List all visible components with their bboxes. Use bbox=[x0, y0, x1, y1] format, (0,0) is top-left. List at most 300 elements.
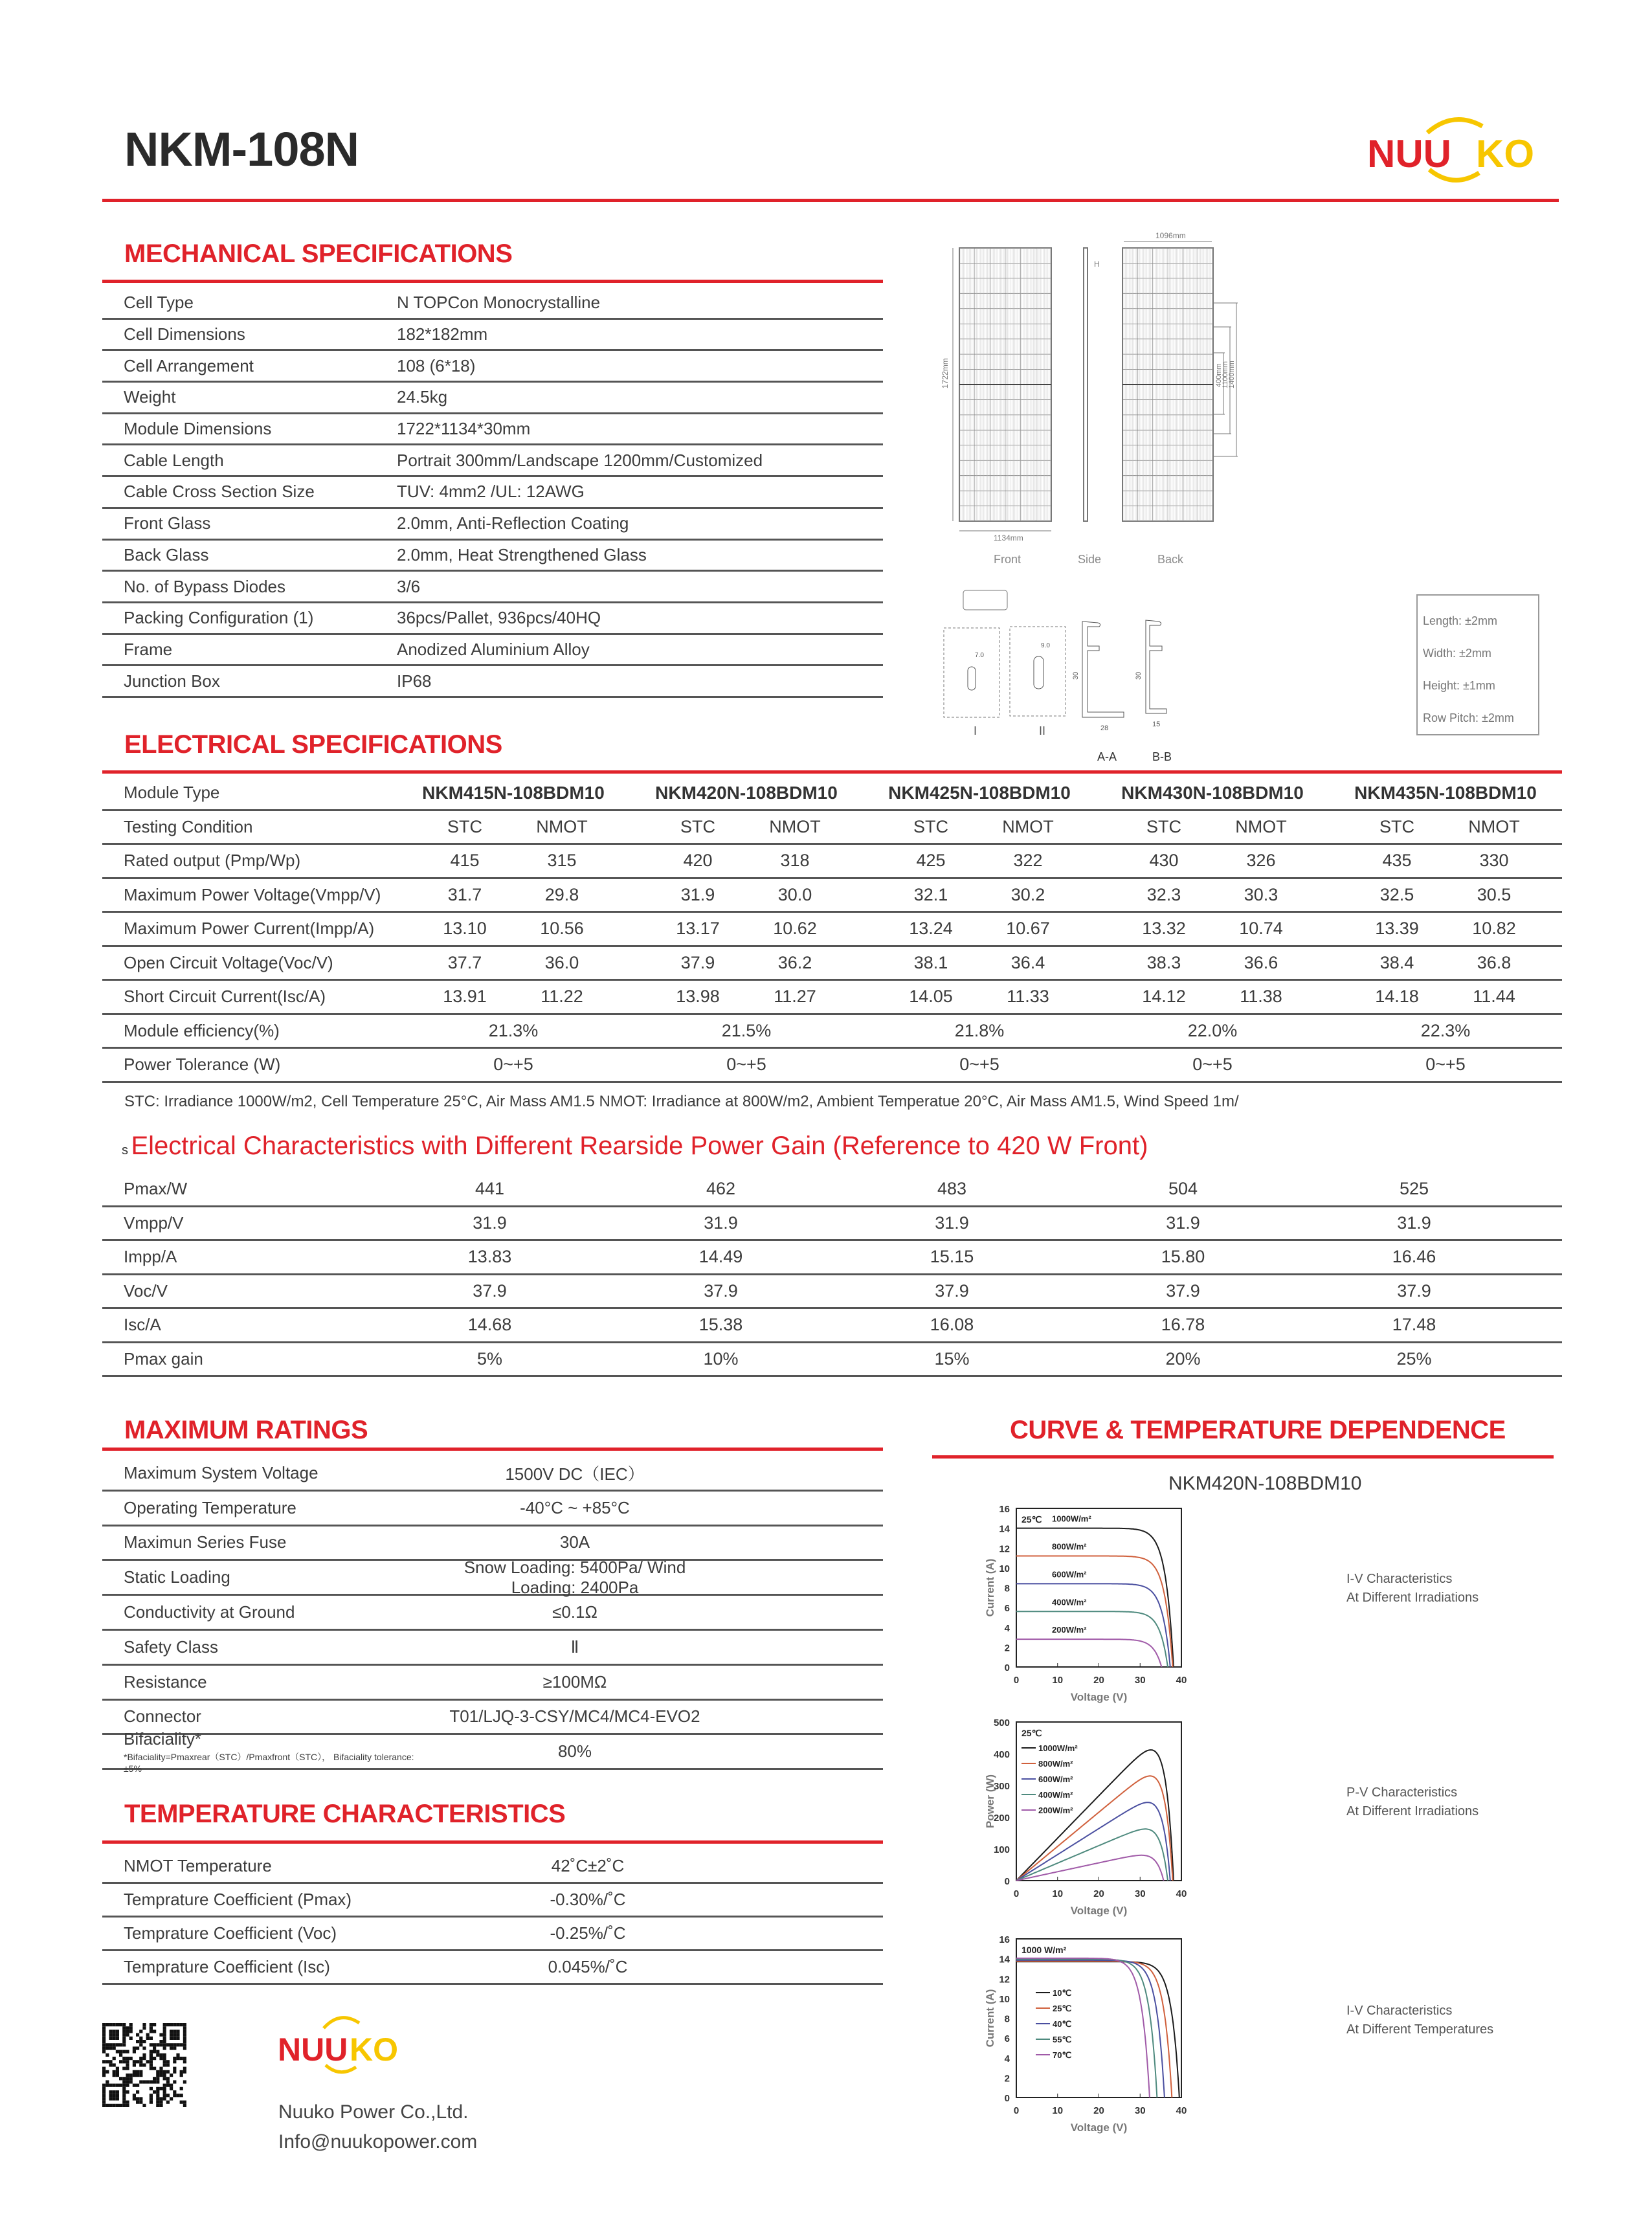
mechanical-row bbox=[102, 635, 883, 667]
value-group bbox=[863, 987, 1096, 1007]
bifacial-value: 15% bbox=[934, 1348, 970, 1369]
bifacial-value: 31.9 bbox=[935, 1213, 969, 1233]
spec-value: 1722*1134*30mm bbox=[397, 419, 531, 439]
tolerance-box bbox=[1416, 594, 1539, 735]
spec-value: 3/6 bbox=[397, 576, 421, 596]
page-title: NKM-108N bbox=[124, 122, 359, 176]
x-tick-label: 30 bbox=[1134, 1675, 1146, 1686]
front-height-dim: 1722mm bbox=[941, 358, 950, 388]
x-tick-label: 30 bbox=[1134, 1888, 1146, 1899]
mechanical-row bbox=[102, 351, 883, 383]
spec-value: Anodized Aluminium Alloy bbox=[397, 639, 590, 659]
stc-value: 425 bbox=[916, 851, 946, 871]
temperature-row bbox=[102, 1918, 883, 1951]
bifacial-value: 5% bbox=[476, 1348, 503, 1369]
temperature-label: Temprature Coefficient (Pmax) bbox=[124, 1890, 352, 1909]
detail-ii-label: II bbox=[1039, 724, 1046, 737]
dim-1400: 1400mm bbox=[1228, 361, 1236, 388]
value-group bbox=[630, 953, 863, 973]
tolerance-value: 0~+5 bbox=[493, 1055, 533, 1075]
max-ratings-title: MAXIMUM RATINGS bbox=[124, 1416, 368, 1444]
y-tick-label: 8 bbox=[1004, 1583, 1010, 1594]
tolerance-length: Length: ±2mm bbox=[1423, 614, 1497, 627]
chart1-caption-line2: At Different Irradiations bbox=[1346, 1804, 1479, 1818]
value-group bbox=[863, 919, 1096, 939]
stc-value: 13.24 bbox=[909, 919, 953, 939]
spec-value: TUV: 4mm2 /UL: 12AWG bbox=[397, 482, 585, 502]
temperature-label: Temprature Coefficient (Voc) bbox=[124, 1923, 337, 1943]
nmot-value: 36.2 bbox=[777, 952, 812, 972]
bifacial-value: 441 bbox=[474, 1179, 505, 1199]
tolerance-width: Width: ±2mm bbox=[1423, 647, 1491, 660]
x-tick-label: 0 bbox=[1013, 1888, 1020, 1899]
mechanical-row bbox=[102, 572, 883, 603]
stc-value: 31.9 bbox=[680, 884, 715, 904]
value-group bbox=[1096, 885, 1329, 905]
stc-value: 32.5 bbox=[1379, 884, 1414, 904]
value-group bbox=[1329, 885, 1562, 905]
rating-row bbox=[102, 1492, 883, 1526]
value-group bbox=[1329, 953, 1562, 973]
bb-width: 15 bbox=[1152, 721, 1161, 728]
x-tick-label: 40 bbox=[1176, 2105, 1187, 2116]
stc-value: 13.17 bbox=[676, 919, 720, 939]
curves-title: CURVE & TEMPERATURE DEPENDENCE bbox=[1010, 1416, 1506, 1444]
mechanical-row bbox=[102, 509, 883, 541]
electrical-row bbox=[102, 879, 1562, 913]
module-drawing bbox=[932, 220, 1579, 583]
value-group bbox=[1096, 987, 1329, 1007]
temperature-value: -0.25%/˚C bbox=[550, 1923, 626, 1943]
stc-value: 14.12 bbox=[1142, 987, 1186, 1007]
aa-height: 30 bbox=[1072, 671, 1080, 680]
efficiency-value: 21.5% bbox=[721, 1020, 772, 1040]
series-line bbox=[1016, 1958, 1150, 2097]
logo-arc-top-icon bbox=[1427, 120, 1482, 133]
condition-nmot: NMOT bbox=[769, 816, 821, 836]
y-tick-label: 300 bbox=[993, 1781, 1010, 1792]
legend-label: 10℃ bbox=[1053, 1988, 1072, 1998]
front-label: Front bbox=[994, 553, 1021, 566]
spec-value: Portrait 300mm/Landscape 1200mm/Customized bbox=[397, 450, 763, 470]
electrical-label: Short Circuit Current(Isc/A) bbox=[124, 987, 326, 1007]
model-name: NKM430N-108BDM10 bbox=[1121, 782, 1304, 803]
efficiency-value: 22.0% bbox=[1187, 1020, 1238, 1040]
legend-label: 40℃ bbox=[1053, 2019, 1072, 2029]
testing-condition-label: Testing Condition bbox=[124, 816, 253, 836]
dim-400: 400mm bbox=[1215, 363, 1223, 387]
max-ratings-divider bbox=[102, 1448, 883, 1451]
electrical-table bbox=[102, 777, 1562, 1083]
electrical-label: Maximum Power Current(Impp/A) bbox=[124, 919, 375, 939]
tolerance-value: 0~+5 bbox=[959, 1055, 999, 1075]
value-group bbox=[397, 1055, 630, 1075]
bifacial-title: Electrical Characteristics with Different Rearside Power Gain (Reference to 420 W Front) bbox=[131, 1132, 1148, 1160]
aa-width: 28 bbox=[1100, 724, 1109, 732]
y-tick-label: 6 bbox=[1004, 2033, 1010, 2045]
condition-group bbox=[397, 817, 630, 837]
rating-value: 1500V DC（IEC） bbox=[505, 1464, 645, 1484]
footer-logo-red: NUU bbox=[278, 2031, 348, 2068]
legend-label: 1000W/m² bbox=[1038, 1743, 1078, 1753]
bifacial-label: Impp/A bbox=[124, 1247, 177, 1267]
bifacial-value: 14.68 bbox=[467, 1315, 512, 1335]
rating-row bbox=[102, 1666, 883, 1701]
curves-divider bbox=[932, 1455, 1554, 1459]
nmot-value: 322 bbox=[1013, 851, 1043, 871]
mechanical-row bbox=[102, 541, 883, 572]
spec-label: Cell Dimensions bbox=[124, 324, 245, 344]
model-name: NKM425N-108BDM10 bbox=[888, 782, 1071, 803]
value-group bbox=[630, 1055, 863, 1075]
dim-1100: 1100mm bbox=[1222, 361, 1229, 388]
value-group bbox=[630, 885, 863, 905]
series-label: 1000W/m² bbox=[1052, 1514, 1091, 1524]
bifacial-value: 15.38 bbox=[698, 1315, 743, 1335]
efficiency-value: 21.3% bbox=[488, 1020, 539, 1040]
model-header bbox=[1329, 783, 1562, 803]
nmot-value: 30.5 bbox=[1477, 884, 1512, 904]
bifacial-value: 16.46 bbox=[1392, 1247, 1436, 1267]
value-group bbox=[397, 885, 630, 905]
electrical-row bbox=[102, 913, 1562, 947]
y-axis-label: Power (W) bbox=[984, 1774, 996, 1829]
frame-details bbox=[932, 576, 1424, 764]
bifacial-value: 20% bbox=[1165, 1348, 1201, 1369]
module-type-label: Module Type bbox=[124, 783, 220, 803]
temperature-value: 42˚C±2˚C bbox=[551, 1856, 625, 1875]
value-group bbox=[1329, 1021, 1562, 1041]
nmot-value: 29.8 bbox=[544, 884, 579, 904]
header-divider bbox=[102, 199, 1559, 202]
detail-i-label: I bbox=[974, 724, 977, 737]
condition-stc: STC bbox=[1146, 816, 1181, 836]
spec-value: 24.5kg bbox=[397, 387, 448, 407]
series-label: 200W/m² bbox=[1052, 1625, 1087, 1635]
model-name: NKM435N-108BDM10 bbox=[1354, 782, 1537, 803]
nmot-value: 10.67 bbox=[1006, 919, 1050, 939]
nmot-value: 36.0 bbox=[544, 952, 579, 972]
bifacial-value: 504 bbox=[1168, 1179, 1198, 1199]
chart2-caption-line2: At Different Temperatures bbox=[1346, 2022, 1494, 2037]
value-group bbox=[397, 1021, 630, 1041]
stc-value: 32.3 bbox=[1146, 884, 1181, 904]
side-view bbox=[1084, 248, 1088, 521]
model-header bbox=[397, 783, 630, 803]
stc-value: 420 bbox=[683, 851, 713, 871]
legend-label: 25℃ bbox=[1053, 2004, 1072, 2013]
value-group bbox=[863, 1055, 1096, 1075]
bifacial-value: 15.15 bbox=[930, 1247, 974, 1267]
series-label: 600W/m² bbox=[1052, 1569, 1087, 1580]
y-tick-label: 0 bbox=[1004, 1876, 1010, 1887]
side-label: Side bbox=[1078, 553, 1102, 566]
mechanical-divider bbox=[102, 280, 883, 283]
x-tick-label: 0 bbox=[1013, 2105, 1020, 2116]
spec-label: Frame bbox=[124, 639, 173, 659]
tolerance-height: Height: ±1mm bbox=[1423, 679, 1495, 692]
bifacial-value: 37.9 bbox=[935, 1280, 969, 1301]
spec-value: N TOPCon Monocrystalline bbox=[397, 293, 601, 313]
value-group bbox=[630, 1021, 863, 1041]
plot-frame bbox=[1016, 1508, 1181, 1667]
stc-value: 13.32 bbox=[1142, 919, 1186, 939]
condition-nmot: NMOT bbox=[1468, 816, 1520, 836]
spec-label: Cable Length bbox=[124, 450, 224, 470]
value-group bbox=[397, 919, 630, 939]
x-axis-label: Voltage (V) bbox=[1070, 1905, 1128, 1917]
nmot-value: 36.6 bbox=[1244, 952, 1278, 972]
bifacial-row bbox=[102, 1207, 1562, 1242]
stc-value: 13.10 bbox=[443, 919, 487, 939]
bifacial-row bbox=[102, 1309, 1562, 1343]
y-tick-label: 8 bbox=[1004, 2013, 1010, 2025]
nmot-value: 11.44 bbox=[1473, 987, 1515, 1007]
temperature-label: NMOT Temperature bbox=[124, 1856, 272, 1875]
mechanical-row bbox=[102, 603, 883, 635]
bifacial-value: 17.48 bbox=[1392, 1315, 1436, 1335]
stc-value: 430 bbox=[1149, 851, 1179, 871]
bifacial-value: 13.83 bbox=[467, 1247, 512, 1267]
spec-value: 108 (6*18) bbox=[397, 355, 476, 375]
nmot-value: 330 bbox=[1479, 851, 1509, 871]
model-header bbox=[1096, 783, 1329, 803]
value-group bbox=[863, 851, 1096, 871]
chart1-caption-line1: P-V Characteristics bbox=[1346, 1785, 1458, 1800]
value-group bbox=[397, 851, 630, 871]
back-width-dim: 1096mm bbox=[1155, 231, 1186, 240]
chart1-caption bbox=[1346, 1783, 1479, 1821]
section-bb-label: B-B bbox=[1152, 750, 1172, 763]
electrical-divider bbox=[102, 770, 1562, 774]
temperature-row bbox=[102, 1951, 883, 1985]
stc-value: 37.7 bbox=[447, 952, 482, 972]
mechanical-row bbox=[102, 477, 883, 509]
value-group bbox=[1096, 1055, 1329, 1075]
mechanical-row bbox=[102, 383, 883, 414]
bifacial-value: 15.80 bbox=[1161, 1247, 1205, 1267]
series-line bbox=[1016, 1639, 1161, 1667]
company-email[interactable]: Info@nuukopower.com bbox=[278, 2131, 478, 2152]
rating-label: Conductivity at Ground bbox=[124, 1602, 295, 1622]
spec-label: No. of Bypass Diodes bbox=[124, 576, 286, 596]
bifacial-value: 31.9 bbox=[473, 1213, 507, 1233]
spec-label: Module Dimensions bbox=[124, 419, 272, 439]
bb-height: 30 bbox=[1135, 671, 1143, 680]
front-width-dim: 1134mm bbox=[994, 533, 1023, 542]
curves-model: NKM420N-108BDM10 bbox=[1168, 1473, 1362, 1494]
rating-label: Safety Class bbox=[124, 1637, 218, 1657]
value-group bbox=[1096, 851, 1329, 871]
front-view bbox=[953, 248, 1051, 531]
rating-label: Resistance bbox=[124, 1672, 207, 1692]
spec-label: Junction Box bbox=[124, 671, 220, 691]
temperature-table bbox=[102, 1850, 883, 1985]
mechanical-title: MECHANICAL SPECIFICATIONS bbox=[124, 240, 513, 268]
series-line bbox=[1016, 1583, 1170, 1667]
bifacial-value: 37.9 bbox=[1166, 1280, 1200, 1301]
detail-ii-w: 9.0 bbox=[1041, 642, 1050, 649]
nmot-value: 10.82 bbox=[1472, 919, 1516, 939]
bifacial-value: 31.9 bbox=[1166, 1213, 1200, 1233]
max-ratings-table bbox=[102, 1457, 883, 1774]
model-header bbox=[630, 783, 863, 803]
value-group bbox=[630, 919, 863, 939]
y-tick-label: 100 bbox=[993, 1844, 1010, 1855]
temperature-row bbox=[102, 1884, 883, 1918]
rating-label: Static Loading bbox=[124, 1567, 230, 1587]
condition-nmot: NMOT bbox=[1002, 816, 1054, 836]
value-group bbox=[1096, 953, 1329, 973]
testing-condition-row bbox=[102, 811, 1562, 845]
logo-text-red: NUU bbox=[1367, 132, 1451, 175]
back-label: Back bbox=[1157, 553, 1184, 566]
bifacial-label: Vmpp/V bbox=[124, 1213, 184, 1233]
stc-value: 37.9 bbox=[680, 952, 715, 972]
temperature-divider bbox=[102, 1840, 883, 1844]
legend-label: 55℃ bbox=[1053, 2035, 1072, 2044]
rating-value: Snow Loading: 5400Pa/ Wind Loading: 2400Pa bbox=[463, 1557, 686, 1597]
y-tick-label: 6 bbox=[1004, 1603, 1010, 1615]
x-tick-label: 40 bbox=[1176, 1888, 1187, 1899]
stc-value: 31.7 bbox=[447, 884, 482, 904]
spec-label: Cell Arrangement bbox=[124, 355, 254, 375]
efficiency-value: 22.3% bbox=[1420, 1020, 1471, 1040]
model-name: NKM415N-108BDM10 bbox=[422, 782, 605, 803]
spec-value: IP68 bbox=[397, 671, 432, 691]
model-header bbox=[863, 783, 1096, 803]
x-axis-label: Voltage (V) bbox=[1070, 1691, 1128, 1703]
bifacial-row bbox=[102, 1275, 1562, 1310]
spec-label: Back Glass bbox=[124, 544, 209, 565]
side-h-marker: H bbox=[1094, 260, 1100, 269]
tolerance-row-pitch: Row Pitch: ±2mm bbox=[1423, 711, 1514, 724]
y-tick-label: 16 bbox=[999, 1504, 1010, 1515]
nmot-value: 10.74 bbox=[1239, 919, 1283, 939]
chart-annotation: 25℃ bbox=[1021, 1514, 1042, 1525]
spec-label: Weight bbox=[124, 387, 176, 407]
electrical-label: Rated output (Pmp/Wp) bbox=[124, 851, 301, 871]
x-tick-label: 30 bbox=[1134, 2105, 1146, 2116]
chart0-caption-line2: At Different Irradiations bbox=[1346, 1591, 1479, 1605]
stc-value: 13.91 bbox=[443, 987, 487, 1007]
spec-value: 2.0mm, Heat Strengthened Glass bbox=[397, 544, 647, 565]
nmot-value: 36.8 bbox=[1477, 952, 1512, 972]
y-tick-label: 200 bbox=[993, 1813, 1010, 1824]
bifacial-row bbox=[102, 1173, 1562, 1207]
stc-value: 415 bbox=[450, 851, 480, 871]
tolerance-label: Power Tolerance (W) bbox=[124, 1055, 281, 1075]
series-line bbox=[1016, 1829, 1168, 1881]
nmot-value: 30.3 bbox=[1244, 884, 1278, 904]
x-tick-label: 40 bbox=[1176, 1675, 1187, 1686]
y-tick-label: 12 bbox=[999, 1974, 1010, 1985]
electrical-label: Maximum Power Voltage(Vmpp/V) bbox=[124, 884, 381, 904]
bifacial-heading bbox=[122, 1132, 1148, 1161]
legend-label: 600W/m² bbox=[1038, 1774, 1073, 1784]
stc-note: STC: Irradiance 1000W/m2, Cell Temperature 25°C, Air Mass AM1.5 NMOT: Irradiance at 800W/m2, Ambient Temperatue 20°C, Air Mass AM1.5, Wind Speed 1m/ bbox=[124, 1093, 1239, 1110]
rating-row bbox=[102, 1596, 883, 1631]
x-tick-label: 20 bbox=[1093, 1888, 1104, 1899]
stc-value: 32.1 bbox=[913, 884, 948, 904]
condition-stc: STC bbox=[680, 816, 715, 836]
chart2-caption bbox=[1346, 2002, 1493, 2039]
condition-group bbox=[863, 817, 1096, 837]
y-tick-label: 10 bbox=[999, 1993, 1010, 2005]
bifaciality-row bbox=[102, 1729, 883, 1774]
value-group bbox=[397, 953, 630, 973]
temperature-label: Temprature Coefficient (Isc) bbox=[124, 1957, 330, 1976]
bifacial-value: 31.9 bbox=[1397, 1213, 1431, 1233]
spec-label: Cell Type bbox=[124, 293, 194, 313]
temperature-title: TEMPERATURE CHARACTERISTICS bbox=[124, 1800, 566, 1828]
nmot-value: 11.22 bbox=[541, 987, 583, 1007]
condition-group bbox=[1096, 817, 1329, 837]
rating-value: 30A bbox=[559, 1532, 590, 1552]
rating-value: ≤0.1Ω bbox=[552, 1602, 597, 1622]
rating-row bbox=[102, 1526, 883, 1561]
y-tick-label: 400 bbox=[993, 1749, 1010, 1760]
y-tick-label: 10 bbox=[999, 1563, 1010, 1574]
temperature-value: -0.30%/˚C bbox=[550, 1890, 626, 1909]
bifacial-value: 10% bbox=[703, 1348, 739, 1369]
nmot-value: 318 bbox=[780, 851, 810, 871]
nmot-value: 10.62 bbox=[773, 919, 817, 939]
y-tick-label: 2 bbox=[1004, 2073, 1010, 2085]
electrical-row bbox=[102, 981, 1562, 1015]
legend-label: 200W/m² bbox=[1038, 1806, 1073, 1815]
y-tick-label: 4 bbox=[1004, 1622, 1010, 1634]
efficiency-label: Module efficiency(%) bbox=[124, 1020, 280, 1040]
rating-row bbox=[102, 1557, 883, 1597]
rating-row bbox=[102, 1631, 883, 1666]
mechanical-row bbox=[102, 445, 883, 477]
mechanical-row bbox=[102, 666, 883, 698]
tolerance-value: 0~+5 bbox=[1192, 1055, 1233, 1075]
bifacial-label: Voc/V bbox=[124, 1280, 168, 1301]
y-tick-label: 14 bbox=[999, 1523, 1010, 1535]
value-group bbox=[1096, 1021, 1329, 1041]
logo-text-yellow: KO bbox=[1476, 132, 1534, 175]
y-axis-label: Current (A) bbox=[984, 1989, 996, 2048]
tolerance-row bbox=[102, 1049, 1562, 1083]
footer-logo-yellow: KO bbox=[350, 2031, 398, 2068]
bifacial-row bbox=[102, 1343, 1562, 1378]
rating-label: Maximum System Voltage bbox=[124, 1462, 318, 1482]
rating-label: Maximun Series Fuse bbox=[124, 1532, 287, 1552]
tolerance-value: 0~+5 bbox=[726, 1055, 766, 1075]
x-tick-label: 0 bbox=[1013, 1675, 1020, 1686]
bifaciality-cell bbox=[102, 1729, 426, 1774]
spec-label: Packing Configuration (1) bbox=[124, 608, 314, 628]
condition-nmot: NMOT bbox=[1235, 816, 1287, 836]
efficiency-row bbox=[102, 1015, 1562, 1049]
mechanical-row bbox=[102, 320, 883, 352]
series-label: 800W/m² bbox=[1052, 1541, 1087, 1552]
brand-logo bbox=[1346, 110, 1567, 188]
bifacial-value: 462 bbox=[706, 1179, 736, 1199]
temperature-value: 0.045%/˚C bbox=[548, 1957, 628, 1976]
y-tick-label: 16 bbox=[999, 1934, 1010, 1945]
bifacial-label: Isc/A bbox=[124, 1315, 161, 1335]
detail-i-w: 7.0 bbox=[975, 652, 984, 659]
electrical-row bbox=[102, 845, 1562, 879]
condition-stc: STC bbox=[1379, 816, 1414, 836]
series-label: 400W/m² bbox=[1052, 1597, 1087, 1607]
rating-label: Connector bbox=[124, 1706, 201, 1727]
spec-label: Front Glass bbox=[124, 513, 211, 533]
series-line bbox=[1016, 1959, 1157, 2097]
